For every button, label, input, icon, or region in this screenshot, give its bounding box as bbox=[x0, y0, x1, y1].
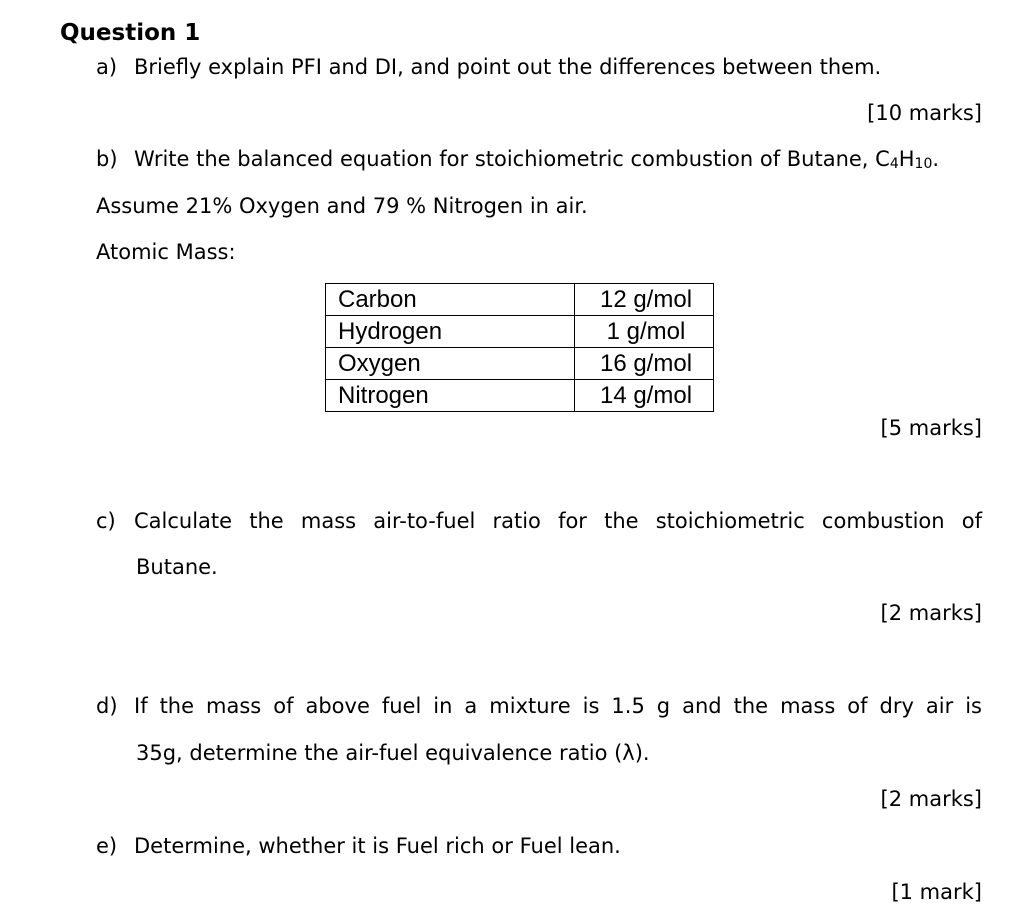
atomic-mass-row bbox=[326, 348, 714, 380]
part-e-text: Determine, whether it is Fuel rich or Fuel lean. bbox=[134, 834, 621, 858]
part-b-text-prefix: Write the balanced equation for stoichiometric combustion of Butane, C bbox=[134, 147, 890, 171]
part-e-label: e) bbox=[96, 834, 118, 858]
atomic-mass-row bbox=[326, 284, 714, 316]
part-d-marks: [2 marks] bbox=[880, 787, 982, 811]
atomic-mass-heading: Atomic Mass: bbox=[96, 240, 236, 264]
part-c-label: c) bbox=[96, 509, 116, 533]
part-c-text-1: Calculate the mass air-to-fuel ratio for the stoichiometric combustion of bbox=[134, 509, 982, 533]
atomic-mass-cell: 12 g/mol bbox=[575, 284, 714, 316]
part-a-question bbox=[96, 55, 881, 79]
part-c-marks: [2 marks] bbox=[880, 601, 982, 625]
atomic-mass-cell: 14 g/mol bbox=[575, 380, 714, 412]
atomic-mass-cell: 1 g/mol bbox=[575, 316, 714, 348]
part-b-subscript-4: 4 bbox=[889, 156, 899, 172]
part-c-line-2: Butane. bbox=[136, 555, 218, 579]
part-d-label: d) bbox=[96, 694, 118, 718]
question-title: Question 1 bbox=[60, 20, 201, 46]
part-b-suffix: . bbox=[932, 147, 940, 171]
part-d-line-2: 35g, determine the air-fuel equivalence ratio (λ). bbox=[136, 741, 650, 765]
part-a-label: a) bbox=[96, 55, 118, 79]
part-d-line-1 bbox=[96, 694, 982, 718]
element-name-cell: Oxygen bbox=[326, 348, 575, 380]
atomic-mass-row bbox=[326, 380, 714, 412]
part-a-marks: [10 marks] bbox=[867, 101, 982, 125]
part-a-text: Briefly explain PFI and DI, and point out the differences between them. bbox=[134, 55, 882, 79]
part-c-line-1 bbox=[96, 509, 982, 533]
part-b-air-assumption: Assume 21% Oxygen and 79 % Nitrogen in air. bbox=[96, 194, 588, 218]
part-e-marks: [1 mark] bbox=[891, 880, 982, 904]
part-d-text-1: If the mass of above fuel in a mixture is 1.5 g and the mass of dry air is bbox=[134, 694, 982, 718]
part-b-text-h: H bbox=[898, 147, 915, 171]
atomic-mass-row bbox=[326, 316, 714, 348]
part-b-marks: [5 marks] bbox=[880, 416, 982, 440]
part-e-question bbox=[96, 834, 621, 858]
part-b-subscript-10: 10 bbox=[914, 156, 933, 172]
part-b-label: b) bbox=[96, 147, 118, 171]
atomic-mass-cell: 16 g/mol bbox=[575, 348, 714, 380]
part-b-question bbox=[96, 147, 939, 171]
element-name-cell: Carbon bbox=[326, 284, 575, 316]
element-name-cell: Hydrogen bbox=[326, 316, 575, 348]
atomic-mass-table bbox=[325, 283, 714, 412]
element-name-cell: Nitrogen bbox=[326, 380, 575, 412]
